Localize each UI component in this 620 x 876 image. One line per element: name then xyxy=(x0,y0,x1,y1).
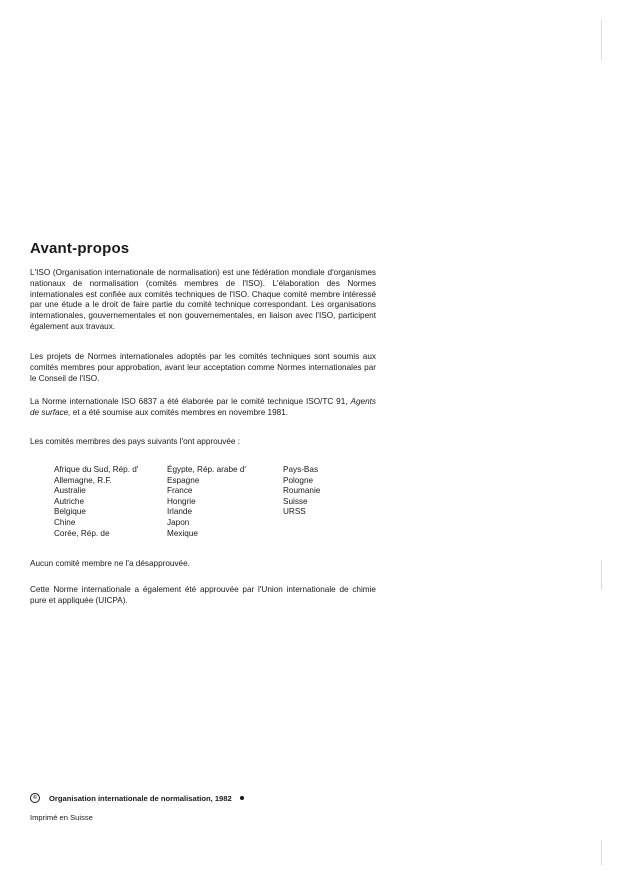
country-column-1 xyxy=(54,465,167,539)
elaboration-text-before: La Norme internationale ISO 6837 a été élaborée par le comité technique ISO/TC 91, xyxy=(30,397,351,406)
country-item: France xyxy=(167,486,193,496)
paragraph-disapproval: Aucun comité membre ne l'a désapprouvée. xyxy=(30,559,190,568)
country-item: Pologne xyxy=(283,475,314,485)
country-item: Suisse xyxy=(283,496,308,506)
country-item: Afrique du Sud, Rép. d' xyxy=(54,465,139,474)
committee-title: Agents de surface, xyxy=(30,397,376,417)
country-item: Belgique xyxy=(54,507,86,517)
elaboration-text-after: et a été soumise aux comités membres en novembre 1981. xyxy=(70,407,289,417)
scan-edge-mark xyxy=(601,560,602,590)
scan-edge-mark xyxy=(601,20,602,60)
country-item: Japon xyxy=(167,517,190,527)
paragraph-iso-intro: L'ISO (Organisation internationale de normalisation) est une fédération mondiale d'organismes nationaux de normalisation (comités membres de l'ISO). L'élaboration des Normes internationales est confiée aux comités techniques de l'ISO. Chaque comité membre intéressé par une étude a le droit de faire partie du comité technique correspondant. Les organisations internationales, gouvernementales et non gouvernementales, en liaison avec l'ISO, participent également aux travaux. xyxy=(30,268,376,331)
country-item: Hongrie xyxy=(167,496,196,506)
copyright-text: Organisation internationale de normalisation, 1982 xyxy=(49,793,232,803)
country-item: Chine xyxy=(54,517,76,527)
copyright-line xyxy=(30,793,244,803)
paragraph-elaboration xyxy=(30,397,376,419)
country-item: Autriche xyxy=(54,496,85,506)
country-item: URSS xyxy=(283,507,306,517)
country-item: Roumanie xyxy=(283,486,321,496)
paragraph-iupac: Cette Norme internationale a également été approuvée par l'Union internationale de chimie pure et appliquée (UICPA). xyxy=(30,585,376,605)
country-item: Allemagne, R.F. xyxy=(54,475,112,485)
bullet-icon xyxy=(240,796,244,800)
country-item: Corée, Rép. de xyxy=(54,528,110,538)
country-item: Pays-Bas xyxy=(283,465,319,474)
scan-edge-mark xyxy=(601,840,602,865)
country-item: Espagne xyxy=(167,475,200,485)
country-column-2 xyxy=(167,465,283,539)
country-item: Mexique xyxy=(167,528,198,538)
country-item: Irlande xyxy=(167,507,193,517)
country-list xyxy=(54,465,383,539)
paragraph-approval-intro: Les comités membres des pays suivants l'ont approuvée : xyxy=(30,437,240,446)
paragraph-draft-standards: Les projets de Normes internationales adoptés par les comités techniques sont soumis aux comités membres pour approbation, avant leur acceptation comme Normes internationales par le Conseil de l'ISO. xyxy=(30,352,376,383)
country-column-3 xyxy=(283,465,383,539)
printed-in-text: Imprimé en Suisse xyxy=(30,813,93,822)
page-title: Avant-propos xyxy=(30,240,130,257)
copyright-icon: © xyxy=(30,793,40,803)
country-item: Égypte, Rép. arabe d' xyxy=(167,465,246,474)
country-item: Australie xyxy=(54,486,86,496)
